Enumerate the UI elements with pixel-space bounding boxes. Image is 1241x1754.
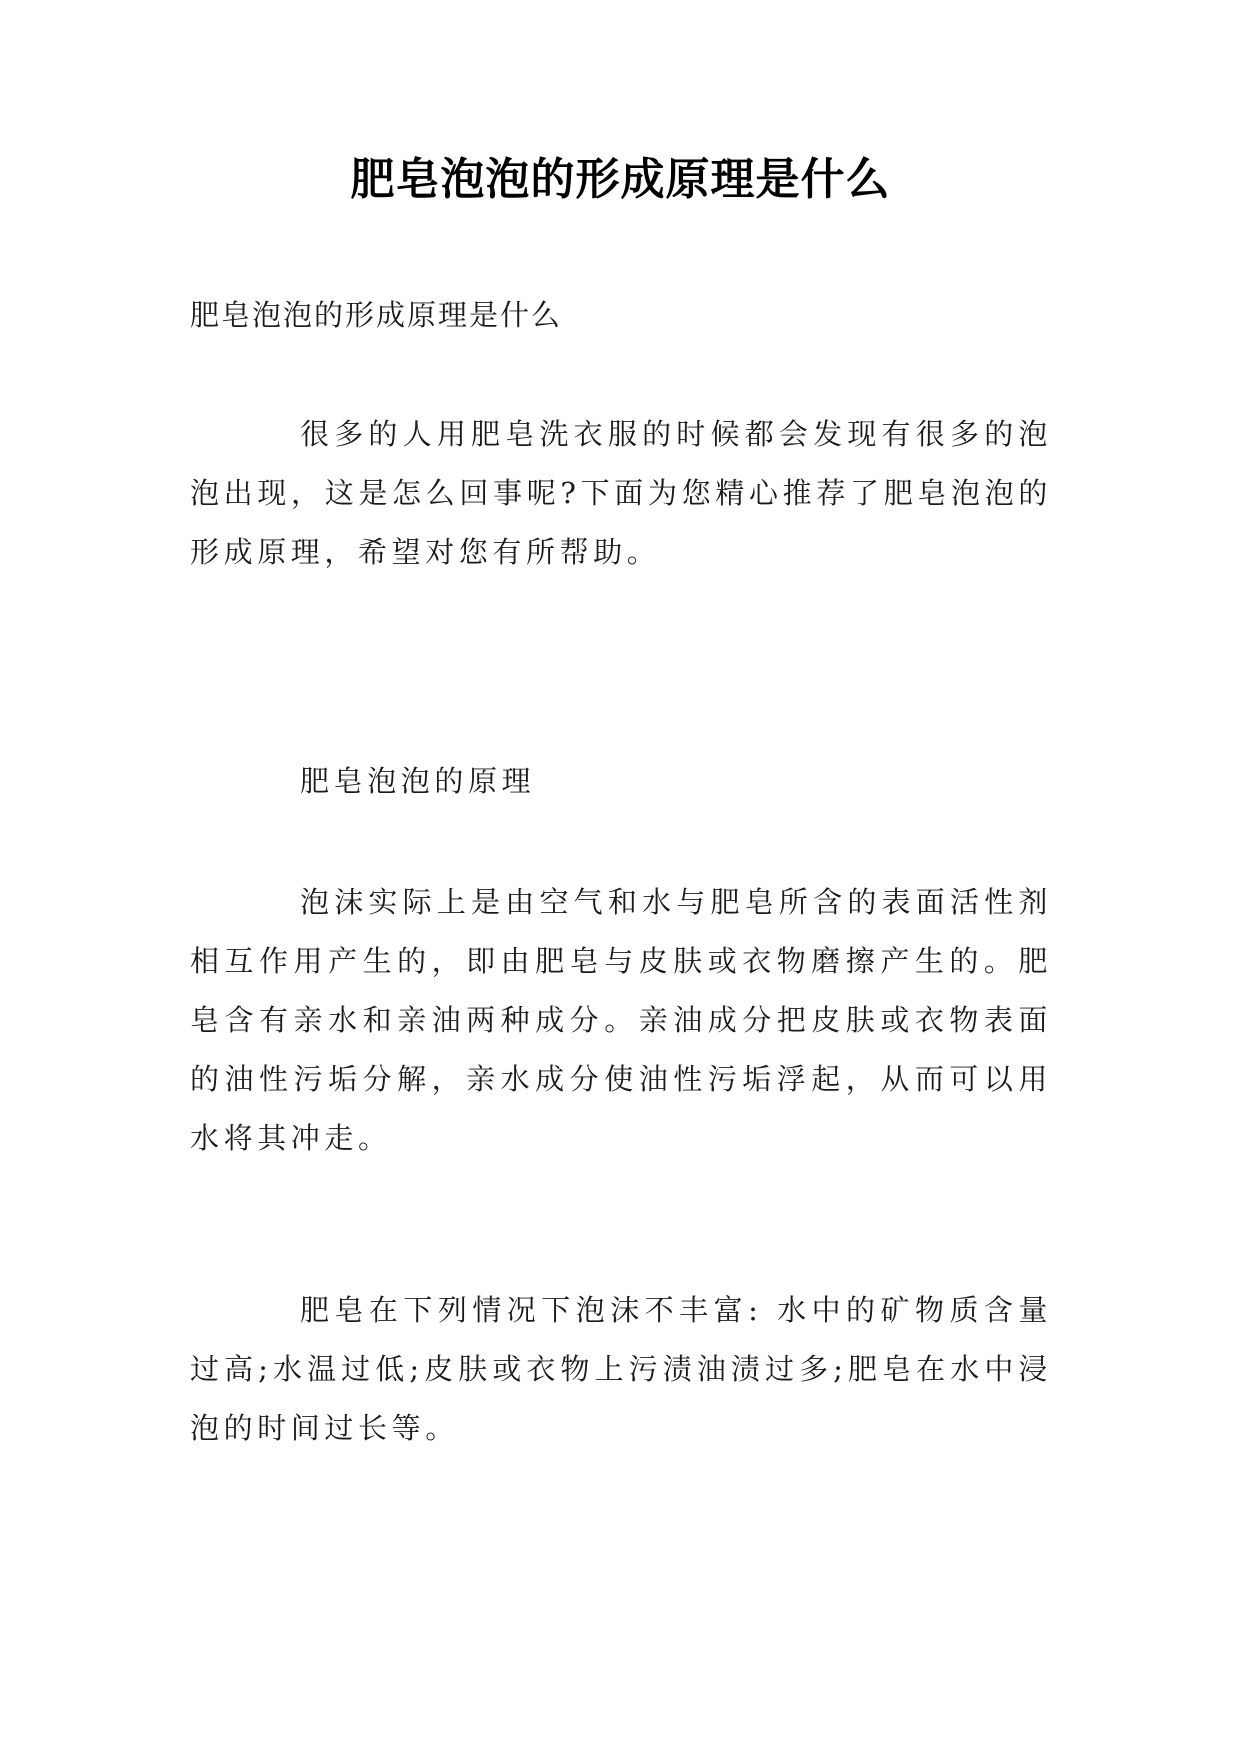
document-subtitle: 肥皂泡泡的形成原理是什么	[190, 298, 563, 332]
paragraph-principle: 泡沫实际上是由空气和水与肥皂所含的表面活性剂相互作用产生的，即由肥皂与皮肤或衣物磨擦产生的。肥皂含有亲水和亲油两种成分。亲油成分把皮肤或衣物表面的油性污垢分解，亲水成分使油性污垢浮起，从而可以用水将其冲走。	[190, 885, 1052, 1155]
document-title: 肥皂泡泡的形成原理是什么	[350, 154, 891, 205]
section-heading: 肥皂泡泡的原理	[300, 764, 536, 798]
paragraph-intro: 很多的人用肥皂洗衣服的时候都会发现有很多的泡泡出现，这是怎么回事呢?下面为您精心推荐了肥皂泡泡的形成原理，希望对您有所帮助。	[190, 417, 1052, 569]
paragraph-conditions: 肥皂在下列情况下泡沫不丰富: 水中的矿物质含量过高;水温过低;皮肤或衣物上污渍油渍过多;肥皂在水中浸泡的时间过长等。	[190, 1293, 1052, 1445]
